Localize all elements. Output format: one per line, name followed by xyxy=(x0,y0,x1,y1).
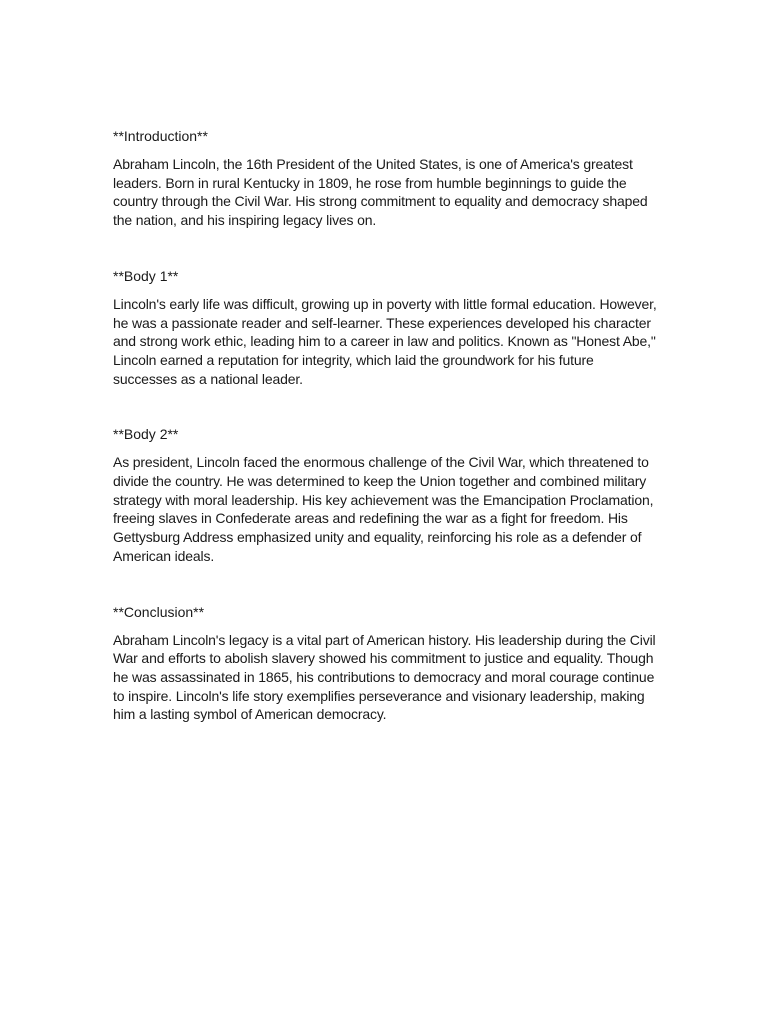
section-heading: **Introduction** xyxy=(113,128,208,144)
section-heading: **Body 2** xyxy=(113,426,179,443)
section-paragraph: Lincoln's early life was difficult, growing up in poverty with little formal education. However, he was a passionate reader and self-learner. These experiences developed his character and strong work ethic, leading him to a career in law and politics. Known as "Honest Abe," Lincoln earned a reputation for integrity, which laid the groundwork for his future successes as a national leader. xyxy=(113,295,657,387)
section-conclusion xyxy=(113,603,658,725)
section-heading: **Body 1** xyxy=(113,267,179,284)
section-paragraph: As president, Lincoln faced the enormous challenge of the Civil War, which threatened to divide the country. He was determined to keep the Union together and combined military strategy with moral leadership. His key achievement was the Emancipation Proclamation, freeing slaves in Confederate areas and redefining the war as a fight for freedom. His Gettysburg Address emphasized unity and equality, reinforcing his role as a defender of American ideals. xyxy=(113,454,654,564)
section-body-1 xyxy=(113,267,658,389)
section-body-2 xyxy=(113,425,658,565)
document-body xyxy=(113,127,658,761)
section-paragraph: Abraham Lincoln's legacy is a vital part of American history. His leadership during the Civil War and efforts to abolish slavery showed his commitment to justice and equality. Though he was assassinated in 1865, his contributions to democracy and moral courage continue to inspire. Lincoln's life story exemplifies perseverance and visionary leadership, making him a lasting symbol of American democracy. xyxy=(113,631,656,723)
section-introduction xyxy=(113,127,658,230)
section-paragraph: Abraham Lincoln, the 16th President of the United States, is one of America's greatest leaders. Born in rural Kentucky in 1809, he rose from humble beginnings to guide the country through the Civil War. His strong commitment to equality and democracy shaped the nation, and his inspiring legacy lives on. xyxy=(113,156,648,229)
section-heading: **Conclusion** xyxy=(113,603,205,620)
